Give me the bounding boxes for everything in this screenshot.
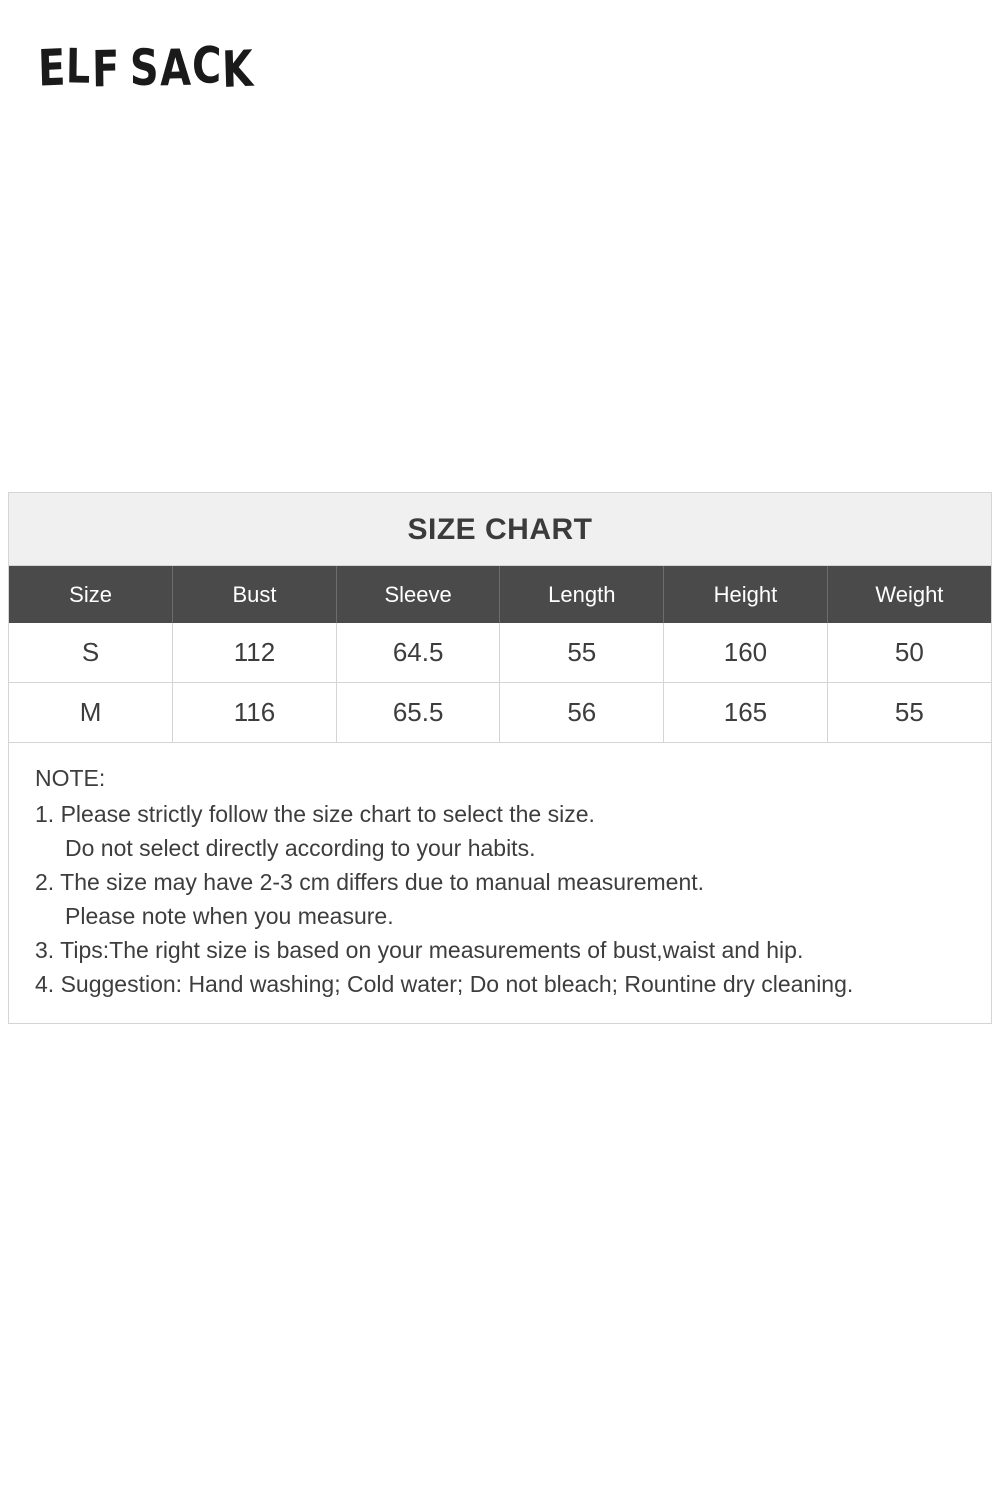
column-header-size: Size [9,566,173,623]
cell-height: 160 [664,623,828,683]
note-line-1b: Do not select directly according to your habits. [65,835,536,862]
column-header-length: Length [500,566,664,623]
column-header-height: Height [664,566,828,623]
note-heading: NOTE: [35,765,106,791]
cell-size: M [9,683,173,743]
column-header-bust: Bust [173,566,337,623]
cell-bust: 112 [173,623,337,683]
cell-bust: 116 [173,683,337,743]
table-header-row [9,566,991,623]
brand-letter: L [65,38,92,95]
column-header-sleeve: Sleeve [336,566,500,623]
table-row [9,623,991,683]
cell-size: S [9,623,173,683]
note-line-2b: Please note when you measure. [65,903,394,930]
cell-weight: 55 [827,683,991,743]
brand-letter: S [129,40,160,98]
note-line-1: 1. Please strictly follow the size chart to select the size. [35,801,595,828]
size-chart-title: SIZE CHART [9,493,991,566]
size-chart-head [9,566,991,623]
cell-weight: 50 [827,623,991,683]
table-row [9,683,991,743]
note-line-4: 4. Suggestion: Hand washing; Cold water; Do not bleach; Rountine dry cleaning. [35,971,854,998]
cell-height: 165 [664,683,828,743]
brand-logo [37,37,255,100]
note-line-3: 3. Tips:The right size is based on your measurements of bust,waist and hip. [35,937,804,964]
note-line-2: 2. The size may have 2-3 cm differs due to manual measurement. [35,869,705,896]
note-section [9,743,991,1023]
brand-letter: C [191,37,223,96]
brand-letter: K [221,40,255,100]
brand-letter: E [37,39,68,99]
brand-letter: F [91,40,121,100]
size-chart-body [9,623,991,743]
cell-sleeve: 65.5 [336,683,500,743]
cell-sleeve: 64.5 [336,623,500,683]
cell-length: 55 [500,623,664,683]
size-chart-table [9,566,991,743]
size-chart-panel [8,492,992,1024]
brand-letter: A [159,39,193,98]
cell-length: 56 [500,683,664,743]
column-header-weight: Weight [827,566,991,623]
